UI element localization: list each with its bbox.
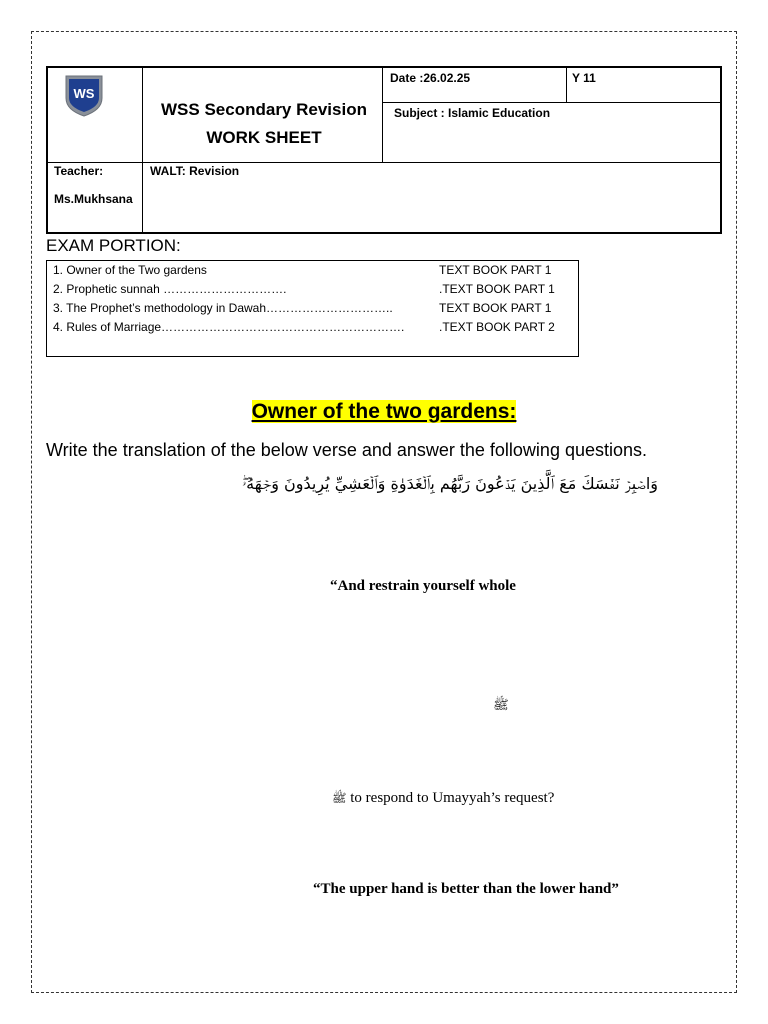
walt-label: WALT: Revision bbox=[150, 164, 240, 178]
question-text: to respond to Umayyah’s request? bbox=[346, 790, 555, 806]
worksheet-title bbox=[144, 96, 384, 152]
exam-portion-heading: EXAM PORTION: bbox=[46, 236, 181, 255]
exam-portion-box bbox=[46, 260, 579, 357]
exam-item: 3. The Prophet’s methodology in Dawah………………………….. bbox=[53, 301, 393, 315]
divider bbox=[48, 162, 722, 163]
title-line-2: WORK SHEET bbox=[206, 128, 322, 147]
arabic-verse: وَاصۡبِرۡ نَفۡسَكَ مَعَ ٱلَّذِينَ يَدۡعُونَ رَبَّهُم بِٱلۡغَدَوٰةِ وَٱلۡعَشِيِّ يُرِيدُونَ وَجۡهَهُۥۖ bbox=[242, 474, 658, 493]
school-logo bbox=[64, 74, 104, 118]
section-title-text: Owner of the two gardens: bbox=[251, 400, 517, 423]
question-fragment bbox=[332, 790, 554, 808]
exam-item: 2. Prophetic sunnah …………………………. bbox=[53, 282, 287, 296]
exam-ref: .TEXT BOOK PART 1 bbox=[439, 282, 555, 296]
exam-item: 1. Owner of the Two gardens bbox=[53, 263, 207, 277]
exam-item: 4. Rules of Marriage……………………………………………………. bbox=[53, 320, 405, 334]
title-line-1: WSS Secondary Revision bbox=[161, 100, 367, 119]
logo-text: WS bbox=[73, 86, 95, 101]
teacher-name: Ms.Mukhsana bbox=[54, 192, 133, 206]
quote-fragment: “And restrain yourself whole bbox=[330, 578, 516, 594]
exam-ref: .TEXT BOOK PART 2 bbox=[439, 320, 555, 334]
divider bbox=[382, 102, 722, 103]
divider bbox=[566, 68, 567, 102]
year-label: Y 11 bbox=[572, 71, 596, 85]
pbuh-symbol: ﷺ bbox=[332, 791, 347, 805]
teacher-label: Teacher: bbox=[54, 164, 104, 178]
divider bbox=[142, 68, 143, 234]
exam-ref: TEXT BOOK PART 1 bbox=[439, 301, 552, 315]
instruction-text: Write the translation of the below verse and answer the following questions. bbox=[46, 440, 648, 460]
subject-label: Subject : Islamic Education bbox=[394, 106, 551, 120]
date-label: Date :26.02.25 bbox=[390, 71, 471, 85]
section-title bbox=[0, 400, 768, 424]
pbuh-symbol: ﷺ bbox=[493, 697, 509, 712]
header-table bbox=[46, 66, 722, 234]
hadith-quote: “The upper hand is better than the lower hand” bbox=[313, 881, 619, 897]
exam-ref: TEXT BOOK PART 1 bbox=[439, 263, 552, 277]
